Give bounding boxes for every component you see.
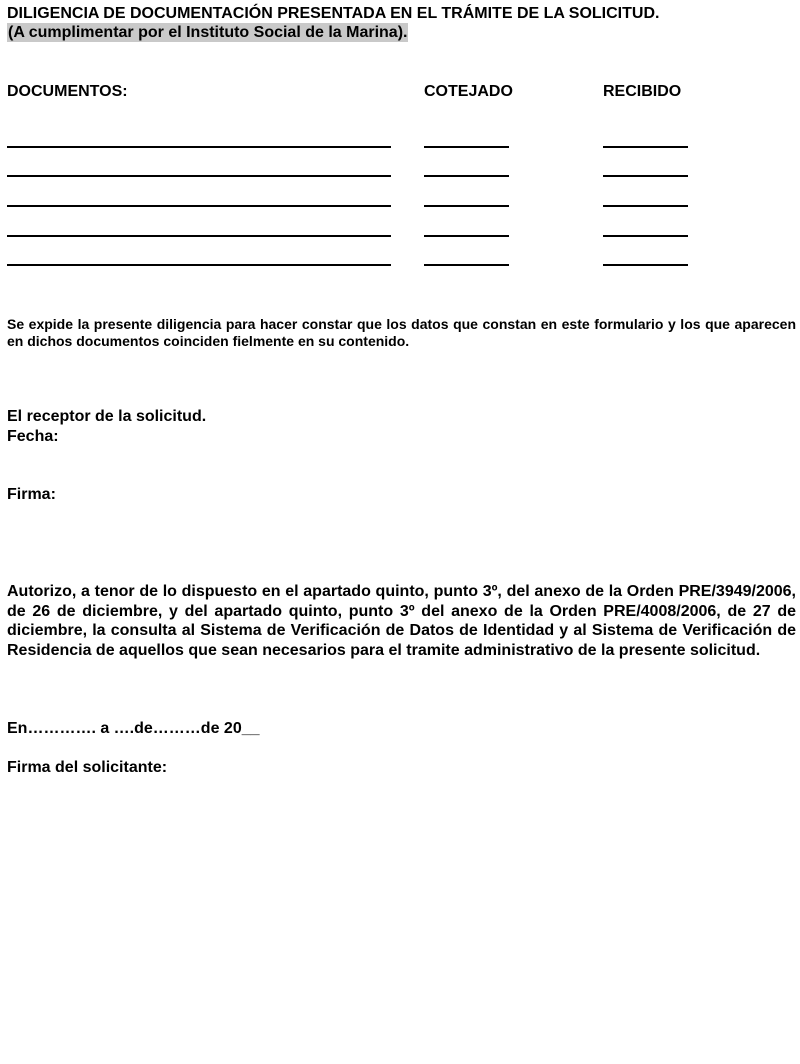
- recibido-line-2[interactable]: [603, 175, 688, 177]
- recibido-line-5[interactable]: [603, 264, 688, 266]
- form-title: DILIGENCIA DE DOCUMENTACIÓN PRESENTADA EN EL TRÁMITE DE LA SOLICITUD.: [7, 5, 660, 22]
- cotejado-line-4[interactable]: [424, 235, 509, 237]
- column-header-documentos: DOCUMENTOS:: [7, 83, 128, 100]
- cotejado-line-5[interactable]: [424, 264, 509, 266]
- place-date-line: En…………. a ….de………de 20__: [7, 720, 260, 737]
- recibido-line-4[interactable]: [603, 235, 688, 237]
- date-label: Fecha:: [7, 428, 59, 445]
- documento-line-3[interactable]: [7, 205, 391, 207]
- cotejado-line-2[interactable]: [424, 175, 509, 177]
- receiver-label: El receptor de la solicitud.: [7, 408, 207, 425]
- documento-line-2[interactable]: [7, 175, 391, 177]
- column-header-recibido: RECIBIDO: [603, 83, 682, 100]
- documento-line-4[interactable]: [7, 235, 391, 237]
- column-header-cotejado: COTEJADO: [424, 83, 513, 100]
- recibido-line-1[interactable]: [603, 146, 688, 148]
- diligence-statement: Se expide la presente diligencia para hacer constar que los datos que constan en este formulario y los que aparecen en dichos documentos coinciden fielmente en su contenido.: [7, 316, 796, 349]
- signature-label: Firma:: [7, 486, 56, 503]
- applicant-signature-label: Firma del solicitante:: [7, 759, 168, 776]
- documento-line-1[interactable]: [7, 146, 391, 148]
- cotejado-line-1[interactable]: [424, 146, 509, 148]
- authorization-statement: Autorizo, a tenor de lo dispuesto en el apartado quinto, punto 3º, del anexo de la Orden PRE/3949/2006, de 26 de diciembre, y del apartado quinto, punto 3º del anexo de la Orden PRE/4008/2006, de 27 de diciembre, la consulta al Sistema de Verificación de Datos de Identidad y al Sistema de Verificación de Residencia de aquellos que sean necesarios para el tramite administrativo de la presente solicitud.: [7, 583, 796, 659]
- recibido-line-3[interactable]: [603, 205, 688, 207]
- cotejado-line-3[interactable]: [424, 205, 509, 207]
- form-subtitle: (A cumplimentar por el Instituto Social de la Marina).: [8, 24, 408, 41]
- documento-line-5[interactable]: [7, 264, 391, 266]
